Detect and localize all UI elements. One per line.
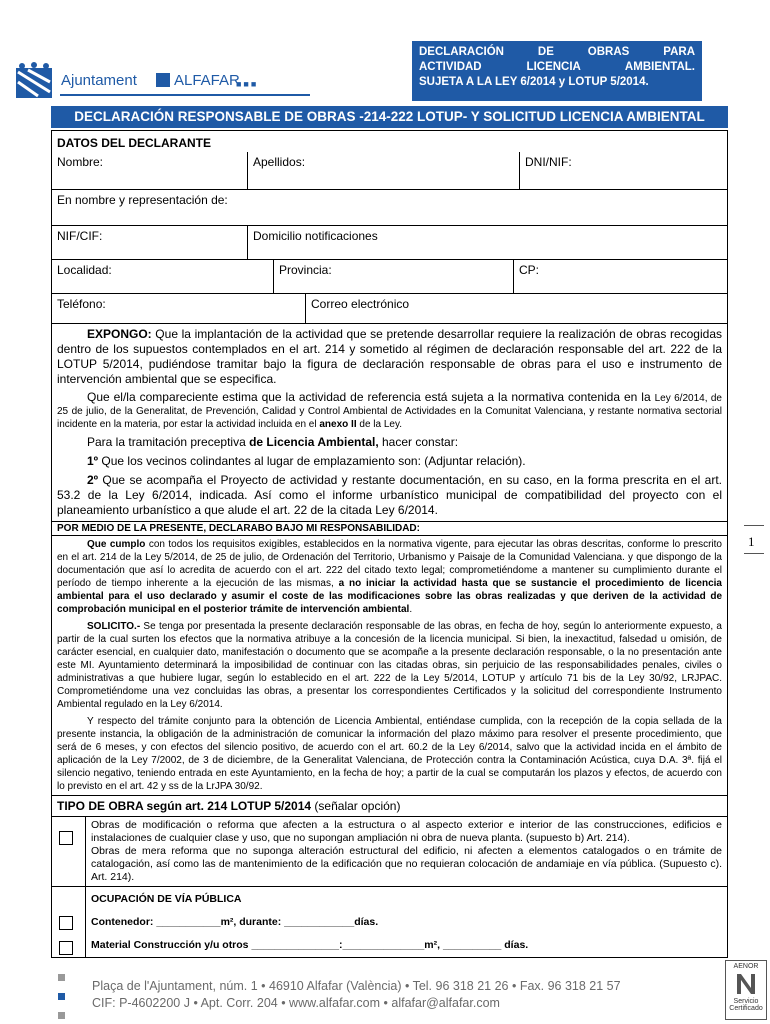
tipo-option-text <box>86 817 727 886</box>
expongo-text-5: Que se acompaña el Proyecto de actividad y restante documentación, en su caso, en la forma prescrita en el art. 53.2 de la Ley 6/2014, indicada. Así como el informe urbanístico municipal de compatibilidad del proyecto con el planeamiento urbanístico a que alude el art. 22 de la citada Ley 6/2014. <box>57 473 722 517</box>
tipo-option-1: Obras de modificación o reforma que afecten a la estructura o al aspecto exterior e interior de las construcciones, edificios e instalaciones de cualquier clase y uso, que no supongan ampliación ni obra de nueva planta. (supuesto b) Art. 214). <box>91 819 722 844</box>
field-domicilio[interactable] <box>248 226 727 259</box>
label-representacion: En nombre y representación de: <box>57 193 228 207</box>
ocupacion-checkbox-column <box>52 887 86 957</box>
aenor-service-label: Servicio Certificado <box>729 998 763 1012</box>
field-nombre[interactable] <box>52 152 248 189</box>
logo-underline <box>60 94 310 96</box>
contenedor-checkbox[interactable] <box>59 916 73 930</box>
tipo-title-rest: (señalar opción) <box>311 799 401 813</box>
field-provincia[interactable] <box>274 260 514 293</box>
declaro-paragraph-2 <box>52 618 727 713</box>
tipo-obra-checkbox[interactable] <box>59 831 73 845</box>
field-dni[interactable] <box>520 152 727 189</box>
page-number-line-top <box>744 525 764 526</box>
footer-line-2: CIF: P-4602200 J • Apt. Corr. 204 • www.alfafar.com • alfafar@alfafar.com <box>92 996 500 1010</box>
declaro-lead: Que cumplo <box>87 539 146 550</box>
page-title: DECLARACIÓN RESPONSABLE DE OBRAS -214-222 LOTUP- Y SOLICITUD LICENCIA AMBIENTAL <box>51 106 728 128</box>
field-correo[interactable] <box>306 294 727 323</box>
tipo-option-row <box>52 817 727 887</box>
aenor-certification-badge <box>725 960 767 1020</box>
declaration-form <box>51 130 728 958</box>
label-nombre: Nombre: <box>57 155 104 169</box>
footer-address <box>92 978 712 1012</box>
expongo-num-2: 2º <box>87 473 99 487</box>
expongo-lead: EXPONGO: <box>87 327 152 341</box>
aenor-n-icon <box>734 972 758 996</box>
row-nombre <box>52 152 727 190</box>
declaro-paragraph-1 <box>52 536 727 618</box>
ocupacion-content <box>86 887 727 957</box>
label-provincia: Provincia: <box>279 263 332 277</box>
declarante-header-row <box>52 131 727 152</box>
field-localidad[interactable] <box>52 260 274 293</box>
logo-a-mark <box>156 73 170 87</box>
row-representacion <box>52 190 727 226</box>
row-localidad <box>52 260 727 294</box>
label-domicilio: Domicilio notificaciones <box>253 229 378 243</box>
tipo-title-bold: TIPO DE OBRA según art. 214 LOTUP 5/2014 <box>57 799 312 813</box>
label-apellidos: Apellidos: <box>253 155 306 169</box>
expongo-text-2c: de la Ley. <box>356 419 403 430</box>
logo-alfafar-text <box>156 72 240 89</box>
aenor-label: AENOR <box>733 963 759 970</box>
section-title-declarante: DATOS DEL DECLARANTE <box>57 136 212 150</box>
header-box <box>412 41 702 101</box>
expongo-text-3c: hacer constar: <box>378 435 459 449</box>
expongo-text-4: Que los vecinos colindantes al lugar de emplazamiento son: (Adjuntar relación). <box>98 454 526 468</box>
solicito-lead: SOLICITO.- <box>87 621 141 632</box>
material-line: Material Construcción y/u otros _______________:______________m², __________ días. <box>91 939 529 951</box>
expongo-paragraph-2 <box>52 389 727 433</box>
tipo-option-2: Obras de mera reforma que no suponga alteración estructural del edificio, ni afecten a elementos catalogados o en trámite de catalogación, así como las de mantenimiento de la edificación que no requieran colocación de andamiaje en vía pública. (Supuesto c). Art. 214). <box>91 845 722 883</box>
header-box-line-1: DECLARACIÓN DE OBRAS PARA <box>419 46 695 58</box>
label-nif-cif: NIF/CIF: <box>57 229 103 243</box>
page-number: 1 <box>748 534 755 549</box>
ocupacion-block <box>52 887 727 957</box>
label-correo: Correo electrónico <box>311 297 410 311</box>
declaro-paragraph-3: Y respecto del trámite conjunto para la obtención de Licencia Ambiental, entiéndase cumplida, con la recepción de la copia sellada de la presente instancia, la obligación de la administración de comunicar la información del plazo máximo para resolver el presente procedimiento, que será de 6 meses, y con efectos del silencio positivo, de acuerdo con el art. 60.2 de la Ley 6/2014, salvo que la actividad incida en el ámbito de aplicación de la Ley 7/2002, de 3 de diciembre, de la Generalitat Valenciana, de Protección contra la Contaminación Acústica, cuya D.A. 3ª. fijá el silencio negativo, teniendo entrada en este Ayuntamiento, en la fecha de hoy; a partir de la cual se computarán los plazos y efectos, de acuerdo con lo previsto en el art. 42 y ss de la LrJPA 30/92. <box>57 716 722 792</box>
expongo-section <box>52 324 727 522</box>
page-number-line-bottom <box>744 553 764 554</box>
ocupacion-title: OCUPACIÓN DE VÍA PÚBLICA <box>91 893 242 905</box>
ajuntament-logo <box>14 62 314 102</box>
expongo-text-2b: Ley 6/2014, de 25 de julio, de la Generalitat, de Prevención, Calidad y Control Ambiental de Actividades en la Comunitat Valenciana, y restante normativa sectorial incidente en la materia, por estar la actividad incluida en el <box>57 393 722 430</box>
declaro-text-1-bold: a no iniciar la actividad hasta que se sustancie el procedimiento de licencia ambiental para el uso declarado y asumir el coste de las modificaciones sobre las obras realizadas y que deriven de la actividad de comprobación municipal en el posterior trámite de intervención ambiental <box>57 578 722 615</box>
declaro-section <box>52 522 727 796</box>
label-localidad: Localidad: <box>57 263 112 277</box>
declaro-text-2: Se tenga por presentada la presente declaración responsable de las obras, en fecha de hoy, según lo anteriormente expuesto, a partir de la cual surten los efectos que la normativa atribuye a la concesión de la licencia municipal. Si bien, la inexactitud, falsedad u omisión, de carácter esencial, en cualquier dato, manifestación o documento que se acompañe a la presente declaración responsable, o la no presentación ante este MI. Ayuntamiento determinará la imposibilidad de continuar con las citadas obras, sin perjuicio de las responsabilidades penales, civiles o administrativas a que hubiere lugar, según lo establecido en el art. 222 de la Ley 5/2014, LOTUP y artículo 71 bis de la Ley 30/92, LRJPAC. Comprometiéndome una vez concluidas las obras, a presentar los correspondientes Certificados y la solicitud del correspondiente Instrumento Ambiental regulado en la Ley 6/2014. <box>57 621 722 710</box>
expongo-paragraph-5 <box>52 471 727 520</box>
expongo-paragraph-1 <box>52 325 727 389</box>
expongo-num-1: 1º <box>87 454 99 468</box>
expongo-text-1: Que la implantación de la actividad que se pretende desarrollar requiere la realización de obras recogidas dentro de los supuestos contemplados en el art. 214 y sometido al régimen de declaración responsable del art. 222 de la LOTUP 5/2014, pudiéndose tramitar bajo la figura de declaración responsable de obras para el uso e instrumento de intervención ambiental que se especifica. <box>57 327 722 386</box>
expongo-text-2a: Que el/la compareciente estima que la actividad de referencia está sujeta a la normativa contenida en la <box>87 390 655 404</box>
row-telefono <box>52 294 727 324</box>
footer-square-icon-2 <box>58 993 65 1000</box>
tipo-checkbox-cell <box>52 817 86 886</box>
label-telefono: Teléfono: <box>57 297 106 311</box>
label-cp: CP: <box>519 263 540 277</box>
header-box-line-3: SUJETA A LA LEY 6/2014 y LOTUP 5/2014. <box>419 76 649 88</box>
field-cp[interactable] <box>514 260 727 293</box>
row-nif <box>52 226 727 260</box>
tipo-title <box>52 796 727 817</box>
tipo-section <box>52 796 727 957</box>
declaro-text-1-end: . <box>409 604 413 615</box>
declaro-heading: POR MEDIO DE LA PRESENTE, DECLARABO BAJO MI RESPONSABILIDAD: <box>52 522 727 536</box>
field-representacion[interactable] <box>52 190 727 225</box>
expongo-text-3a: Para la tramitación preceptiva <box>87 435 250 449</box>
field-apellidos[interactable] <box>248 152 520 189</box>
contenedor-line: Contenedor: ___________m², durante: ____________días. <box>91 916 379 928</box>
field-nif-cif[interactable] <box>52 226 248 259</box>
field-telefono[interactable] <box>52 294 306 323</box>
logo-dots-icon: ■■■ <box>236 79 259 89</box>
expongo-text-3b: de Licencia Ambiental, <box>249 435 379 449</box>
expongo-anexo: anexo II <box>319 419 357 430</box>
footer-square-icon-3 <box>58 1012 65 1019</box>
expongo-paragraph-3 <box>52 433 727 452</box>
logo-alfafar-word: ALFAFAR <box>174 72 240 89</box>
header-box-line-2: ACTIVIDAD LICENCIA AMBIENTAL. <box>419 61 695 73</box>
material-checkbox[interactable] <box>59 941 73 955</box>
coat-of-arms-icon <box>14 62 54 102</box>
footer-square-icon-1 <box>58 974 65 981</box>
footer-line-1: Plaça de l'Ajuntament, núm. 1 • 46910 Alfafar (València) • Tel. 96 318 21 26 • Fax. 96 318 21 57 <box>92 979 621 993</box>
label-dni: DNI/NIF: <box>525 155 572 169</box>
logo-ajuntament-text: Ajuntament <box>61 72 137 89</box>
expongo-paragraph-4 <box>52 452 727 471</box>
declaro-text-1: con todos los requisitos exigibles, establecidos en la normativa vigente, para ejecutar las obras descritas, conforme lo prescrito en el art. 214 de la Ley 5/2014, de 25 de julio, de Ordenación del Territorio, Urbanismo y Paisaje de la Comunidad Valenciana. y que dispongo de la documentación que así lo acredita de acuerdo con el art. 222 del citado texto legal; comprometiéndome a mantener su cumplimiento durante el período de tiempo inherente a la ejecución de las mismas, <box>57 539 722 589</box>
